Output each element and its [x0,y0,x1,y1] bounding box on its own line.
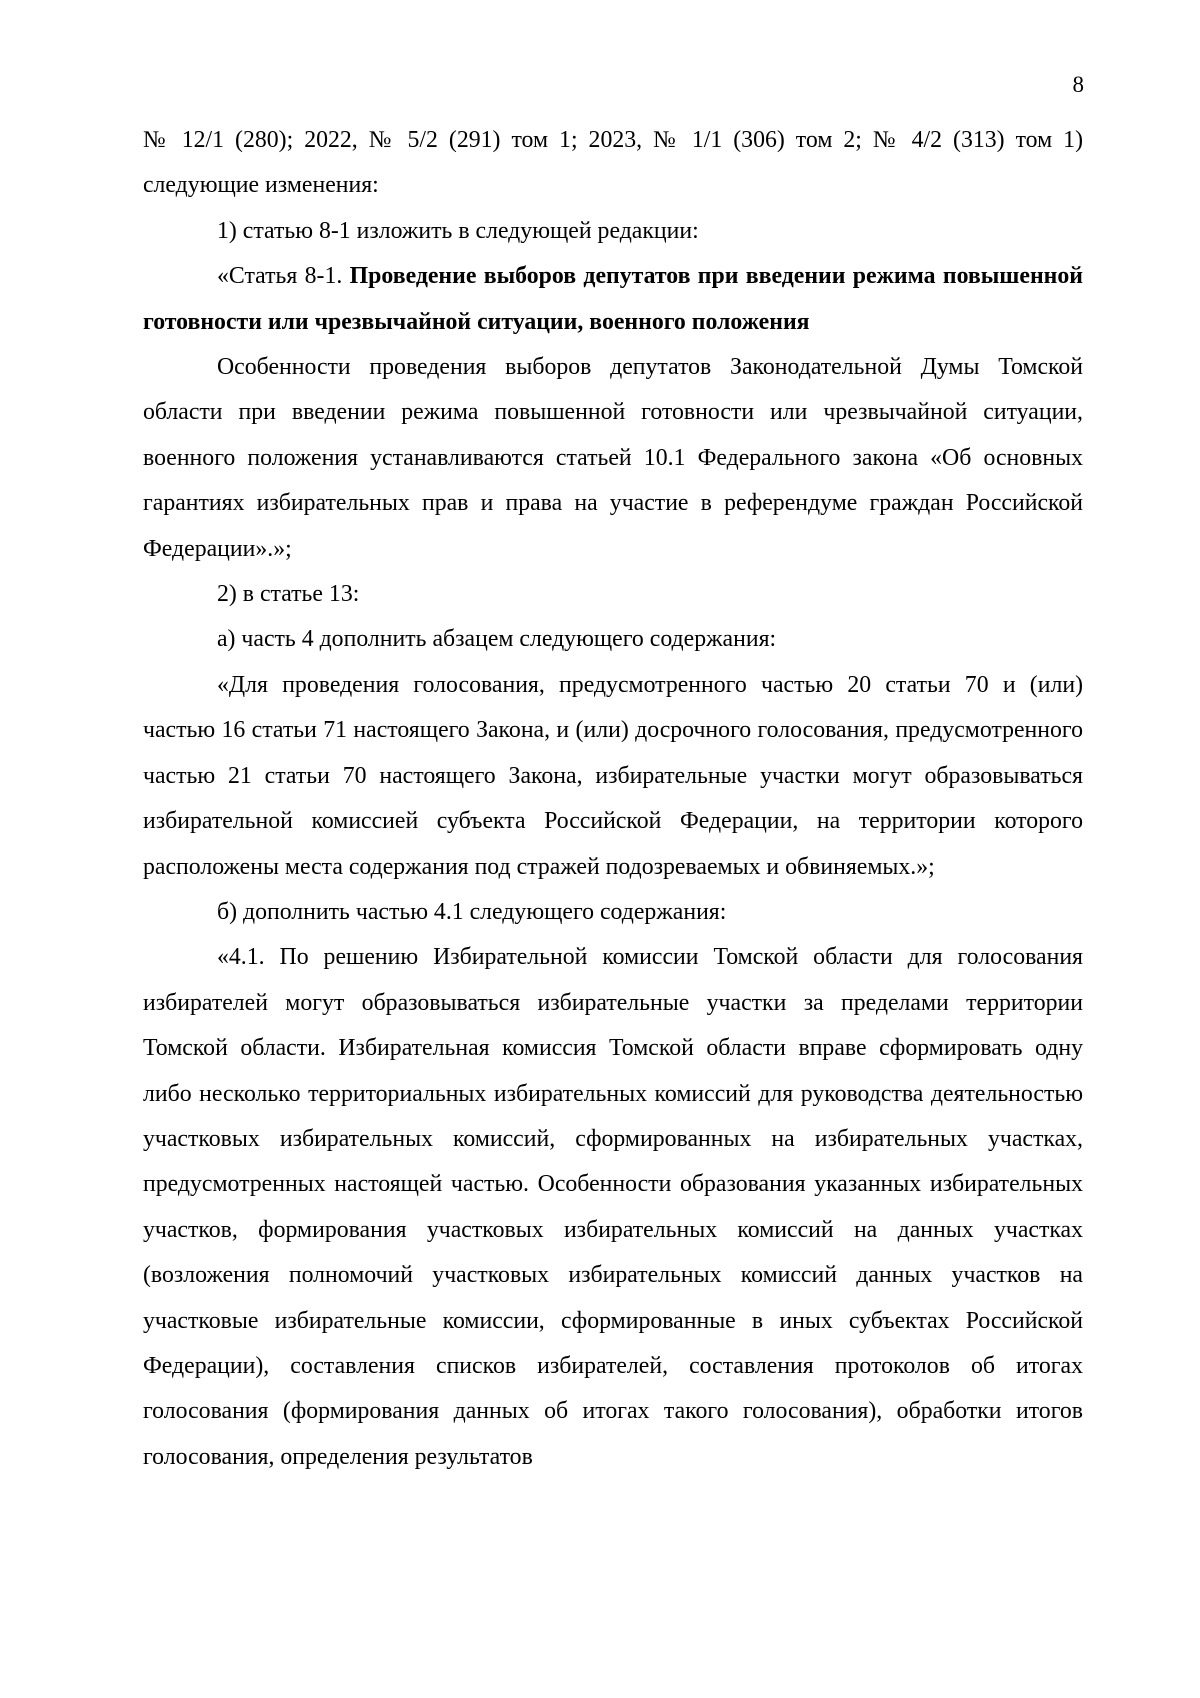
article-heading [143,254,1083,345]
paragraph-continuation: № 12/1 (280); 2022, № 5/2 (291) том 1; 2023, № 1/1 (306) том 2; № 4/2 (313) том 1) следующие изменения: [143,127,1083,199]
paragraph-item-2: 2) в статье 13: [217,581,360,608]
paragraph-item-1: 1) статью 8-1 изложить в следующей редакции: [217,217,699,244]
paragraph-quote-b: «4.1. По решению Избирательной комиссии Томской области для голосования избирателей могут образовываться избирательные участки за пределами территории Томской области. Избирательная комиссия Томской области вправе сформировать одну либо несколько территориальных избирательных комиссий для руководства деятельностью участковых избирательных комиссий, сформированных на избирательных участках, предусмотренных настоящей частью. Особенности образования указанных избирательных участков, формирования участковых избирательных комиссий на данных участках (возложения полномочий участковых избирательных комиссий данных участков на участковые избирательные комиссии, сформированные в иных субъектах Российской Федерации), составления списков избирателей, составления протоколов об итогах голосования (формирования данных об итогах такого голосования), обработки итогов голосования, определения результатов [143,944,1083,1470]
article-number: «Статья 8-1. [217,263,350,290]
article-body: Особенности проведения выборов депутатов Законодательной Думы Томской области при введении режима повышенной готовности или чрезвычайной ситуации, военного положения устанавливаются статьей 10.1 Федерального закона «Об основных гарантиях избирательных прав и права на участие в референдуме граждан Российской Федерации».»; [143,354,1083,562]
paragraph-subitem-b: б) дополнить частью 4.1 следующего содержания: [217,898,727,925]
document-body [143,118,1083,1480]
page-number: 8 [1072,72,1084,97]
paragraph-quote-a: «Для проведения голосования, предусмотренного частью 20 статьи 70 и (или) частью 16 статьи 71 настоящего Закона, и (или) досрочного голосования, предусмотренного частью 21 статьи 70 настоящего Закона, избирательные участки могут образовываться избирательной комиссией субъекта Российской Федерации, на территории которого расположены места содержания под стражей подозреваемых и обвиняемых.»; [143,671,1083,880]
paragraph-subitem-a: а) часть 4 дополнить абзацем следующего содержания: [217,626,777,653]
article-title: Проведение выборов депутатов при введении режима повышенной готовности или чрезвычайной ситуации, военного положения [143,263,1083,335]
